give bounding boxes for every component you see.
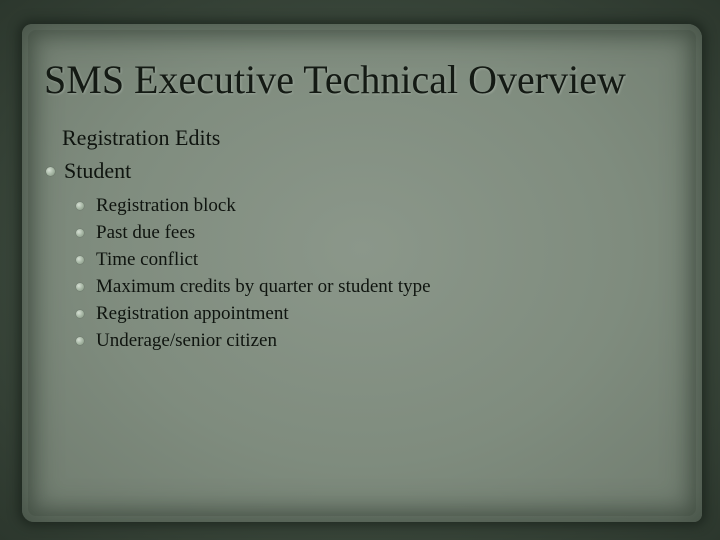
bullet-icon bbox=[76, 310, 84, 318]
sub-bullet-label: Past due fees bbox=[96, 222, 196, 243]
bullet-icon bbox=[46, 167, 55, 176]
bullet-icon bbox=[76, 283, 84, 291]
sub-bullet-label: Registration block bbox=[96, 195, 236, 216]
sub-bullet-label: Time conflict bbox=[96, 249, 199, 270]
bullet-icon bbox=[76, 256, 84, 264]
sub-bullet-list bbox=[62, 192, 682, 354]
bullet-icon bbox=[76, 337, 84, 345]
sub-bullet-label: Registration appointment bbox=[96, 303, 289, 324]
sub-bullet-item bbox=[76, 300, 682, 327]
sub-bullet-item bbox=[76, 273, 682, 300]
slide-title: SMS Executive Technical Overview bbox=[44, 57, 626, 102]
sub-bullet-item bbox=[76, 219, 682, 246]
bullet-icon bbox=[76, 202, 84, 210]
sub-bullet-item bbox=[76, 246, 682, 273]
sub-bullet-item bbox=[76, 192, 682, 219]
bullet-icon bbox=[76, 229, 84, 237]
bullet-item-student bbox=[46, 156, 682, 186]
section-heading: Registration Edits bbox=[62, 125, 221, 150]
bullet-label: Student bbox=[64, 158, 132, 183]
sub-bullet-item bbox=[76, 327, 682, 354]
slide-content bbox=[62, 124, 682, 354]
sub-bullet-label: Underage/senior citizen bbox=[96, 330, 277, 351]
sub-bullet-label: Maximum credits by quarter or student type bbox=[96, 276, 431, 297]
